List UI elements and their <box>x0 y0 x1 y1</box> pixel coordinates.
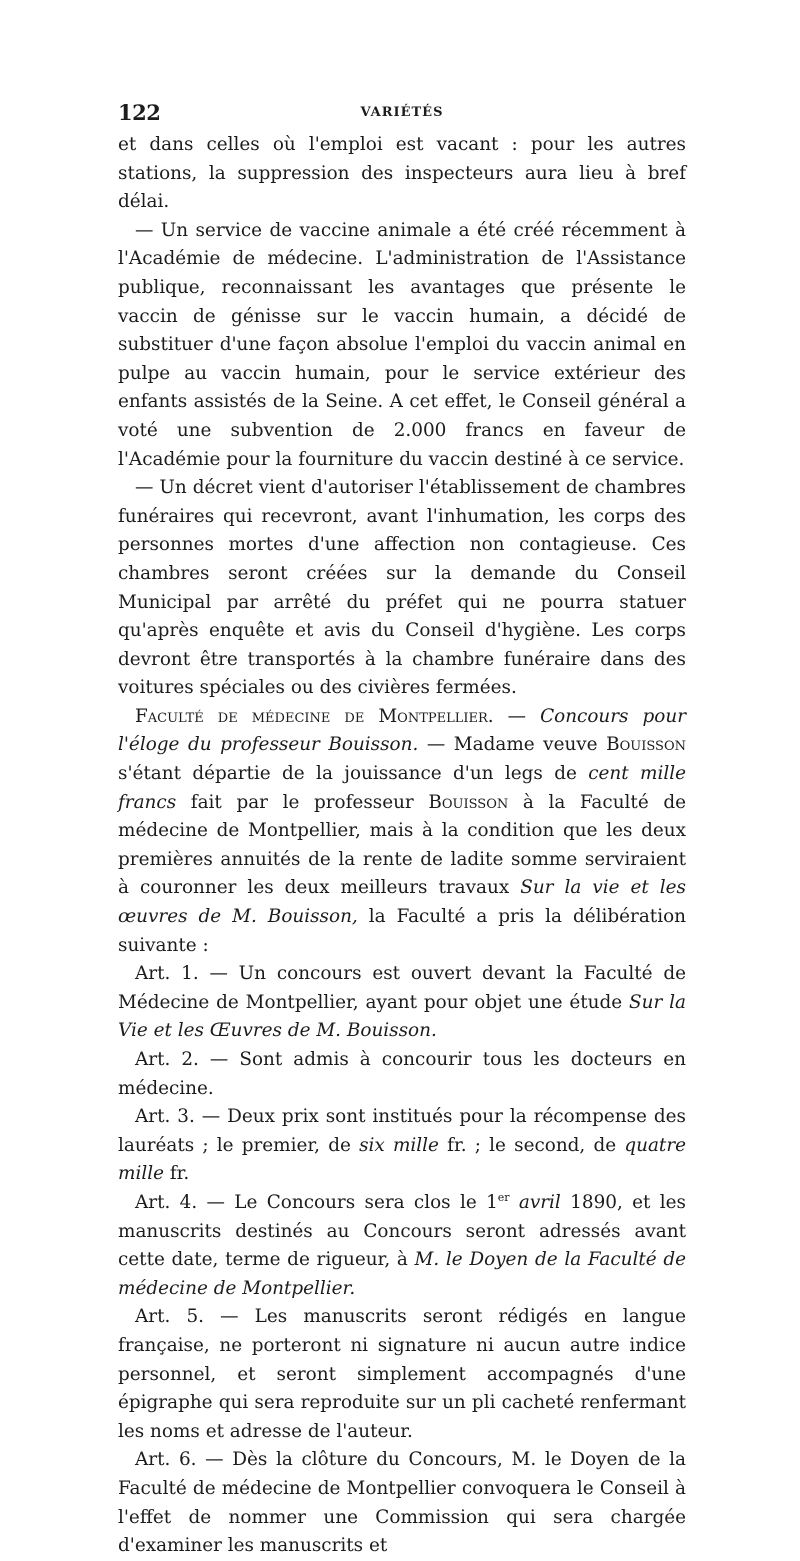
person-name: Bouisson <box>428 791 509 813</box>
article-4: Art. 4. — Le Concours sera clos le 1er avril 1890, et les manuscrits destinés au Concours seront adressés avant cette date, terme de rigueur, à M. le Doyen de la Faculté de médecine de Montpellier. <box>118 1190 686 1299</box>
paragraph-montpellier-faculty: Faculté de médecine de Montpellier. — Concours pour l'éloge du professeur Bouisson. — Madame veuve Bouisson s'étant départie de la jouissance d'un legs de cent mille francs fait par le professeur Bouisson à la Faculté de médecine de Montpellier, mais à la condition que les deux premières annuités de la rente de ladite somme serviraient à couronner les deux meilleurs travaux Sur la vie et les œuvres de M. Bouisson, la Faculté a pris la délibération suivante : <box>118 705 687 956</box>
article-6: Art. 6. — Dès la clôture du Concours, M. le Doyen de la Faculté de médecine de Montpellier convoquera le Conseil à l'effet de nommer une Commission qui sera chargée d'examiner les manuscrits et <box>118 1449 686 1557</box>
article-1: Art. 1. — Un concours est ouvert devant la Faculté de Médecine de Montpellier, ayant pour objet une étude Sur la Vie et les Œuvres de M. Bouisson. <box>118 963 686 1042</box>
paragraph-funeral-chambers: — Un décret vient d'autoriser l'établissement de chambres funéraires qui recevront, avant l'inhumation, les corps des personnes mortes d'une affection non contagieuse. Ces chambres seront créées sur la demande du Conseil Municipal par arrêté du préfet qui ne pourra statuer qu'après enquête et avis du Conseil d'hygiène. Les corps devront être transportés à la chambre funéraire dans des voitures spéciales ou des civières fermées. <box>118 477 686 699</box>
article-5: Art. 5. — Les manuscrits seront rédigés en langue française, ne porteront ni signature ni aucun autre indice personnel, et seront simplement accompagnés d'une épigraphe qui sera reproduite sur un pli cacheté renfermant les noms et adresse de l'auteur. <box>118 1306 686 1442</box>
running-head: VARIÉTÉS <box>360 105 444 120</box>
article-2: Art. 2. — Sont admis à concourir tous les docteurs en médecine. <box>118 1049 686 1099</box>
legacy-amount: cent mille francs <box>118 763 687 813</box>
body-text <box>118 131 686 1561</box>
page-header <box>118 100 686 126</box>
article-3: Art. 3. — Deux prix sont institués pour la récompense des lauréats ; le premier, de six mille fr. ; le second, de quatre mille fr. <box>118 1106 686 1185</box>
section-heading: Faculté de médecine de Montpellier. <box>135 705 494 727</box>
person-name: Bouisson <box>606 734 686 756</box>
works-title: Sur la vie et les œuvres de M. Bouisson, <box>118 877 686 928</box>
paragraph-animal-vaccine: — Un service de vaccine animale a été créé récemment à l'Académie de médecine. L'administration de l'Assistance publique, reconnaissant les avantages que présente le vaccin de génisse sur le vaccin humain, a décidé de substituer d'une façon absolue l'emploi du vaccin animal en pulpe au vaccin humain, pour le service extérieur des enfants assistés de la Seine. A cet effet, le Conseil général a voté une subvention de 2.000 francs en faveur de l'Académie pour la fourniture du vaccin destiné à ce service. <box>118 219 686 470</box>
contest-title: Concours pour l'éloge du professeur Bouisson. <box>118 705 686 756</box>
paragraph-vaccine-inspectors: et dans celles où l'emploi est vacant : pour les autres stations, la suppression des inspecteurs aura lieu à bref délai. <box>118 134 686 213</box>
page-number: 122 <box>118 100 161 125</box>
